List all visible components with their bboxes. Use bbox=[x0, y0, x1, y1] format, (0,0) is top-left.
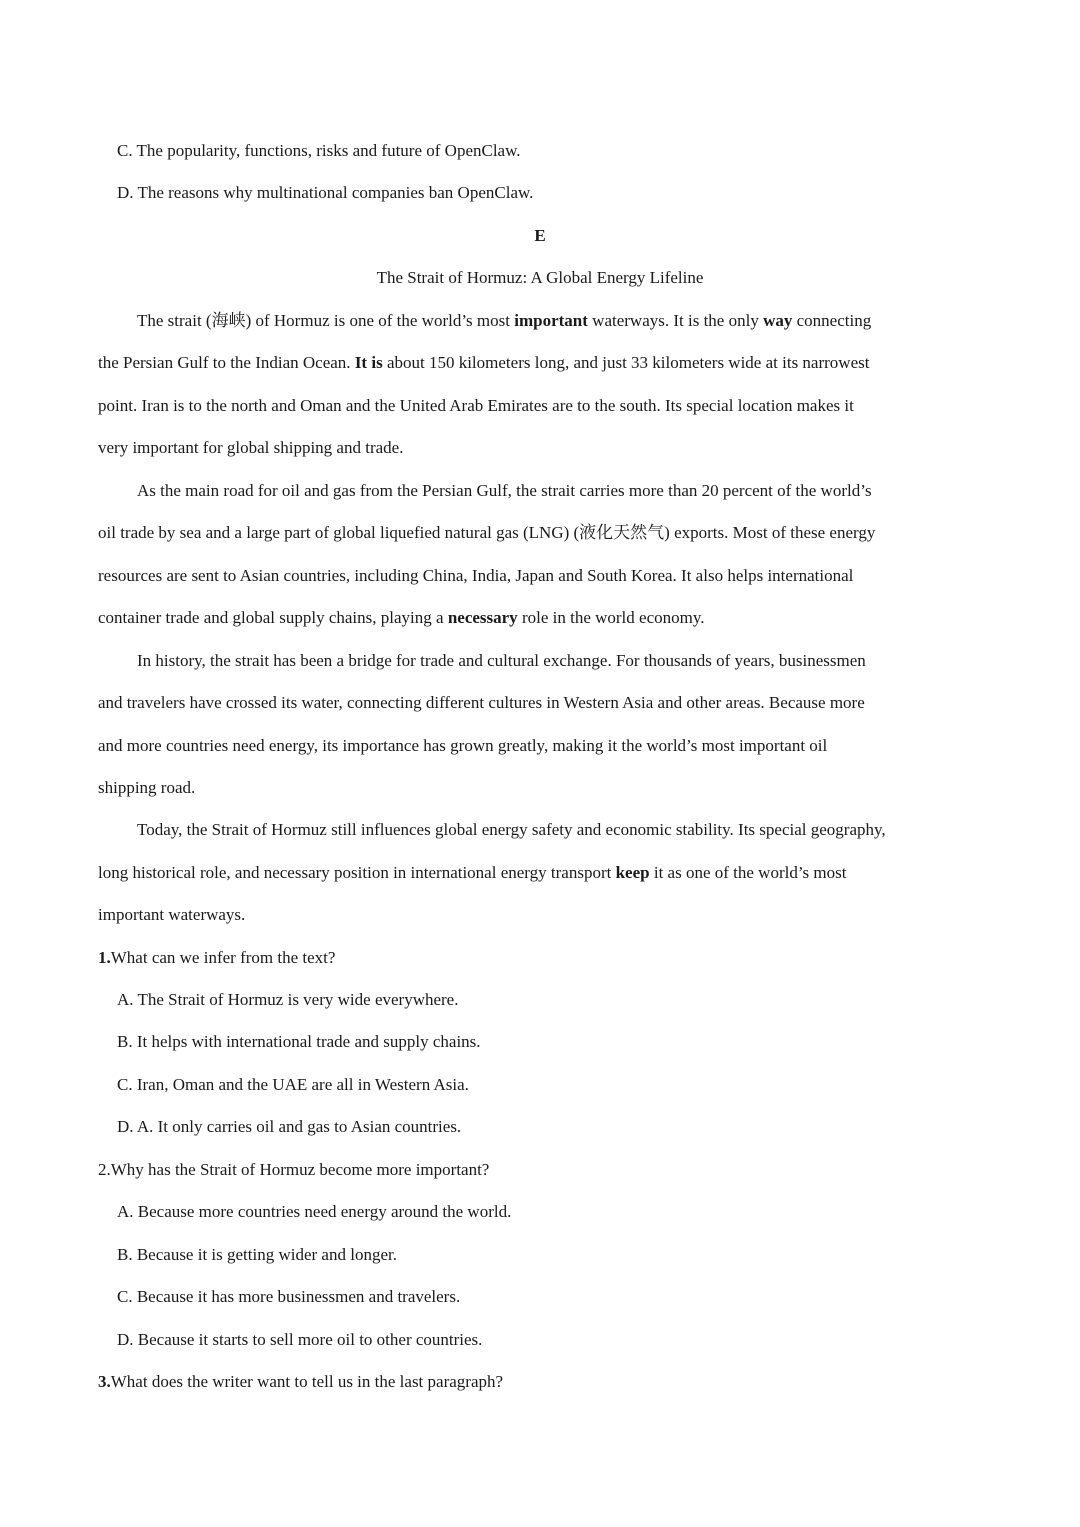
question-1-option-d: D. A. It only carries oil and gas to Asian countries. bbox=[117, 1117, 462, 1136]
question-2-stem: 2.Why has the Strait of Hormuz become more important? bbox=[98, 1160, 490, 1179]
question-2-option-c: C. Because it has more businessmen and travelers. bbox=[117, 1287, 461, 1306]
section-letter: E bbox=[534, 226, 546, 245]
paragraph-1-line-1: The strait (海峡) of Hormuz is one of the world’s most important waterways. It is the only way connecting bbox=[137, 311, 872, 330]
paragraph-3-line-3: and more countries need energy, its importance has grown greatly, making it the world’s most important oil bbox=[98, 736, 828, 755]
prev-option-c: C. The popularity, functions, risks and future of OpenClaw. bbox=[117, 141, 521, 160]
paragraph-4-line-2: long historical role, and necessary position in international energy transport keep it as one of the world’s most bbox=[98, 863, 847, 882]
question-1-stem: 1.What can we infer from the text? bbox=[98, 948, 336, 967]
prev-option-d: D. The reasons why multinational companies ban OpenClaw. bbox=[117, 183, 534, 202]
paragraph-1-line-2: the Persian Gulf to the Indian Ocean. It is about 150 kilometers long, and just 33 kilometers wide at its narrowest bbox=[98, 353, 870, 372]
question-3-stem: 3.What does the writer want to tell us in the last paragraph? bbox=[98, 1372, 504, 1391]
question-2-option-d: D. Because it starts to sell more oil to other countries. bbox=[117, 1330, 483, 1349]
question-2-option-b: B. Because it is getting wider and longer. bbox=[117, 1245, 397, 1264]
paragraph-3-line-4: shipping road. bbox=[98, 778, 196, 797]
paragraph-4-line-3: important waterways. bbox=[98, 905, 246, 924]
question-2-option-a: A. Because more countries need energy around the world. bbox=[117, 1202, 512, 1221]
paragraph-2-line-2: oil trade by sea and a large part of global liquefied natural gas (LNG) (液化天然气) exports. Most of these energy bbox=[98, 523, 876, 542]
paragraph-3-line-2: and travelers have crossed its water, connecting different cultures in Western Asia and other areas. Because more bbox=[98, 693, 865, 712]
paragraph-4-line-1: Today, the Strait of Hormuz still influences global energy safety and economic stability. Its special geography, bbox=[137, 820, 886, 839]
passage-title: The Strait of Hormuz: A Global Energy Lifeline bbox=[376, 268, 704, 287]
paragraph-2-line-1: As the main road for oil and gas from the Persian Gulf, the strait carries more than 20 percent of the world’s bbox=[137, 481, 872, 500]
question-1-option-c: C. Iran, Oman and the UAE are all in Western Asia. bbox=[117, 1075, 469, 1094]
paragraph-1-line-3: point. Iran is to the north and Oman and the United Arab Emirates are to the south. Its special location makes it bbox=[98, 396, 854, 415]
paragraph-2-line-4: container trade and global supply chains, playing a necessary role in the world economy. bbox=[98, 608, 705, 627]
question-1-option-a: A. The Strait of Hormuz is very wide everywhere. bbox=[117, 990, 459, 1009]
paragraph-1-line-4: very important for global shipping and trade. bbox=[98, 438, 404, 457]
paragraph-2-line-3: resources are sent to Asian countries, including China, India, Japan and South Korea. It also helps international bbox=[98, 566, 854, 585]
question-1-option-b: B. It helps with international trade and supply chains. bbox=[117, 1032, 481, 1051]
paragraph-3-line-1: In history, the strait has been a bridge for trade and cultural exchange. For thousands of years, businessmen bbox=[137, 651, 866, 670]
